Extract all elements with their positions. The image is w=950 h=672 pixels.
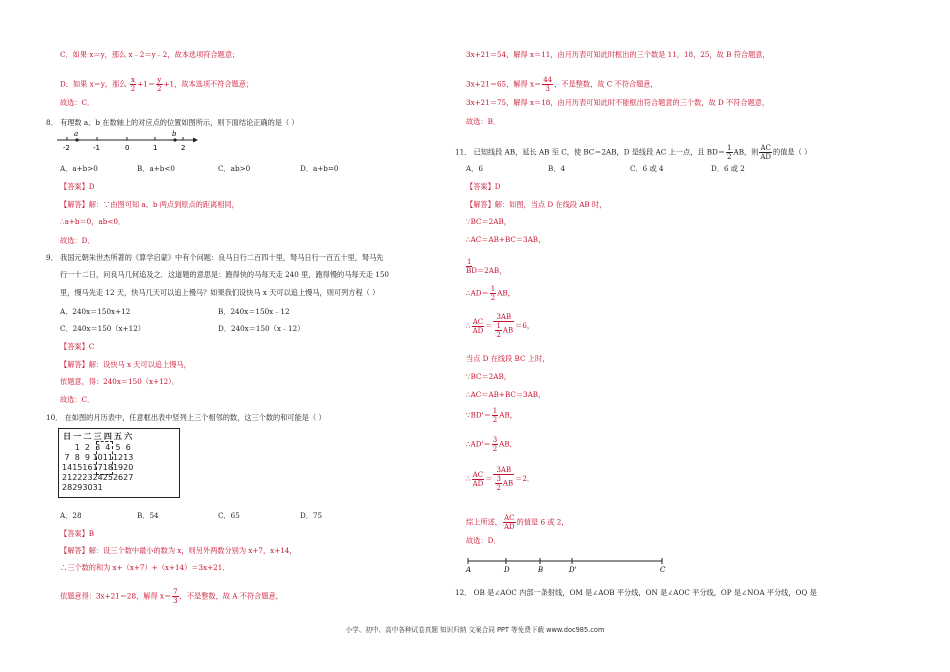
solution-line: 依题意得：3x+21＝28，解得 x＝ $\frac{7}{3}$ ，不是整数，故 A 不符合题意，: [60, 588, 283, 605]
weekday: 五: [114, 432, 123, 441]
calendar-row: 14 15 16 17 18 19 20: [62, 462, 134, 472]
solution-line: 【解答】解：∵由图可知 a、b 两点到原点的距离相同，: [60, 200, 239, 209]
weekday: 三: [93, 432, 102, 441]
option-c: C．ab>0: [218, 164, 251, 173]
solution-line: ∵BD'＝ $\frac{1}{2}$ AB，: [466, 407, 517, 424]
solution-line: ∴AC＝AB+BC＝3AB，: [466, 235, 546, 244]
solution-line: ∴AC＝AB+BC＝3AB，: [466, 390, 546, 399]
solution-line: ∴ $\frac{AC}{AD}$ ＝ 3AB $\frac{1}{2}$ AB ＝6，: [466, 313, 535, 339]
answer: 【答案】D: [60, 182, 95, 191]
question-9: 行一十二日，问良马几何追及之．这道题的意思是：跑得快的马每天走 240 里，跑得慢的马每天走 150: [60, 270, 389, 279]
solution-line: ∵BC＝2AB，: [466, 372, 511, 381]
calendar-row: 21 22 23 24 25 26 27: [62, 472, 134, 482]
option-b: B．240x＝150x﹣12: [218, 307, 290, 316]
answer: 【答案】D: [466, 182, 501, 191]
solution-line: 3x+21＝65，解得 x＝ $\frac{44}{3}$ ，不是整数，故 C 不符合题意，: [466, 76, 658, 93]
weekday: 日: [63, 432, 72, 441]
tick-label: 1: [153, 144, 158, 152]
solution-line: ∴a+b＝0，ab<0．: [60, 217, 126, 226]
option-d: D．a+b=0: [300, 164, 339, 173]
option-a: A．6: [466, 164, 483, 173]
solution-line: ∵BC＝2AB，: [466, 217, 511, 226]
calendar-row: 28 29 30 31: [62, 482, 103, 492]
segment-figure: [462, 555, 672, 575]
option-c: C．6 或 4: [630, 164, 664, 173]
option-a: A．a+b>0: [60, 164, 98, 173]
solution-line: ∴三个数的和为 x+（x+7）+（x+14）＝3x+21．: [60, 563, 230, 572]
option-c: C．65: [218, 511, 240, 520]
tick-label: 0: [125, 144, 130, 152]
solution-line: 综上所述， $\frac{AC}{AD}$ 的值是 6 或 2，: [466, 514, 569, 531]
point-label: D: [504, 566, 510, 574]
option-a: A．240x＝150x+12: [60, 307, 131, 316]
solution-line: C．如果 x＝y，那么 x﹣2＝y﹣2，故本选项符合题意；: [60, 50, 240, 59]
point-label: D': [569, 566, 577, 574]
solution-line: 【解答】解：设三个数中最小的数为 x，则另外两数分别为 x+7，x+14，: [60, 546, 297, 555]
solution-line: ∴ $\frac{AC}{AD}$ ＝ 3AB $\frac{3}{2}$ AB ＝2．: [466, 466, 535, 492]
tick-label: -2: [63, 144, 70, 152]
solution-line: 3x+21＝54，解得 x＝11，由月历表可知此时框出的三个数是 11，18，25，故 B 符合题意，: [466, 50, 770, 59]
footer: 小学、初中、高中各种试卷真题 知识归纳 文案合同 PPT 等免费下载 www.doc985.com: [345, 626, 605, 634]
question-12: 12． OB 是∠AOC 内部一条射线，OM 是∠AOB 平分线，ON 是∠AOC 平分线，OP 是∠NOA 平分线，OQ 是: [455, 588, 817, 597]
option-d: D．75: [300, 511, 323, 520]
question-9: 9． 我国元朝朱世杰所著的《算学启蒙》中有个问题：良马日行二百四十里，驽马日行一百五十里，驽马先: [46, 253, 384, 262]
option-a: A．28: [60, 511, 82, 520]
solution-line: 故选：D．: [466, 536, 501, 545]
option-c: C．240x＝150（x+12）: [60, 324, 145, 333]
calendar-header: [62, 431, 133, 442]
solution-line: 故选：C．: [60, 98, 95, 107]
option-b: B．4: [548, 164, 566, 173]
solution-line: 依题意，得：240x＝150（x+12）．: [60, 377, 179, 386]
question-11: 11． 已知线段 AB，延长 AB 至 C，使 BC＝2AB，D 是线段 AC 上一点，且 BD＝ $\frac{1}{2}$ AB，则 $\frac{AC}{AD}$ 的值是（ ）: [455, 144, 812, 161]
weekday: 六: [124, 432, 133, 441]
solution-line: ∴AD＝ $\frac{1}{2}$ AB，: [466, 285, 515, 302]
question-9: 里，慢马先走 12 天，快马几天可以追上慢马？如果我们设快马 x 天可以追上慢马，则可列方程（ ）: [60, 288, 380, 297]
answer: 【答案】B: [60, 529, 95, 538]
solution-line: 1: [467, 258, 472, 266]
calendar-row: 7 8 9 10 11 12 13: [64, 452, 134, 462]
point-label-a: a: [74, 130, 79, 138]
solution-line: ∴AD'＝ $\frac{3}{2}$ AB，: [466, 436, 517, 453]
solution-line: 【解答】解：如图，当点 D 在线段 AB 时，: [466, 200, 607, 209]
option-d: D．240x＝150（x﹣12）: [218, 324, 305, 333]
tick-label: 2: [181, 144, 186, 152]
option-d: D．6 或 2: [711, 164, 745, 173]
weekday: 四: [103, 432, 112, 441]
answer: 【答案】C: [60, 342, 95, 351]
solution-line: 故选：B．: [466, 117, 501, 126]
solution-line: 故选：D．: [60, 236, 95, 245]
option-b: B．a+b<0: [137, 164, 175, 173]
solution-line: D．如果 x＝y，那么 $\frac{x}{2}$ +1＝ $\frac{y}{2}$ +1，故本选项不符合题意；: [60, 76, 254, 93]
question-10: 10． 在如图的月历表中，任意框出表中竖列上三个相邻的数，这三个数的和可能是（ ）: [46, 413, 326, 422]
calendar-row: 1 2 3 4 5 6: [74, 442, 131, 452]
point-label: A: [466, 566, 472, 574]
solution-line: 当点 D 在线段 BC 上时，: [466, 354, 550, 363]
point-label: C: [660, 566, 666, 574]
calendar-table: [62, 431, 133, 492]
option-b: B．54: [137, 511, 159, 520]
weekday: 一: [73, 432, 82, 441]
solution-line: BD＝2AB，: [466, 266, 507, 275]
point-label-b: b: [172, 130, 177, 138]
tick-label: -1: [93, 144, 100, 152]
solution-line: 【解答】解：设快马 x 天可以追上慢马，: [60, 360, 191, 369]
solution-line: 故选：C．: [60, 395, 95, 404]
number-line: [55, 128, 200, 152]
weekday: 二: [83, 432, 92, 441]
solution-line: 3x+21＝75，解得 x＝18，由月历表可知此时不能框出符合题意的三个数，故 D 不符合题意，: [466, 98, 770, 107]
point-label: B: [538, 566, 544, 574]
question-8: 8． 有理数 a、b 在数轴上的对应点的位置如图所示，则下面结论正确的是（ ）: [46, 118, 299, 127]
